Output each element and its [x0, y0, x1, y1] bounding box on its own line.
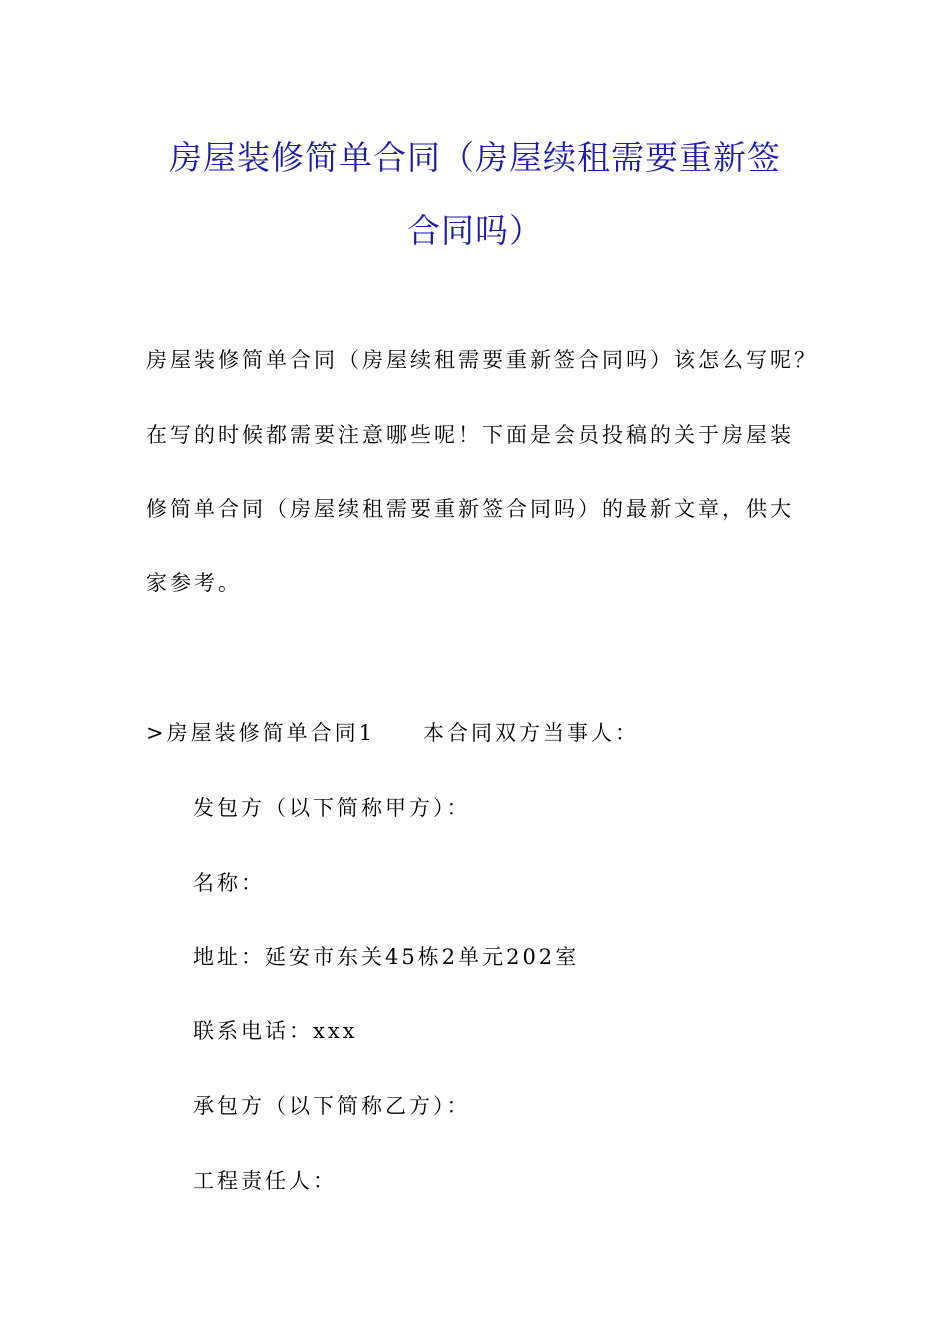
address-line: 地址：延安市东关45栋2单元202室 [193, 945, 580, 969]
intro-paragraph-line-4: 家参考。 [146, 571, 242, 595]
document-title-line-2: 合同吗） [407, 211, 543, 250]
intro-paragraph-line-2: 在写的时候都需要注意哪些呢！下面是会员投稿的关于房屋装 [146, 423, 794, 447]
party-a-label: 发包方（以下简称甲方）： [193, 796, 471, 820]
document-title-line-1: 房屋装修简单合同（房屋续租需要重新签 [169, 138, 781, 177]
intro-paragraph-line-3: 修简单合同（房屋续租需要重新签合同吗）的最新文章，供大 [146, 497, 794, 521]
contract-heading: >房屋装修简单合同1 本合同双方当事人： [146, 721, 639, 745]
name-label: 名称： [193, 871, 265, 895]
party-b-label: 承包方（以下简称乙方）： [193, 1094, 471, 1118]
phone-line: 联系电话：xxx [193, 1019, 358, 1043]
intro-paragraph-line-1: 房屋装修简单合同（房屋续租需要重新签合同吗）该怎么写呢？ [146, 348, 818, 372]
engineer-label: 工程责任人： [193, 1169, 337, 1193]
